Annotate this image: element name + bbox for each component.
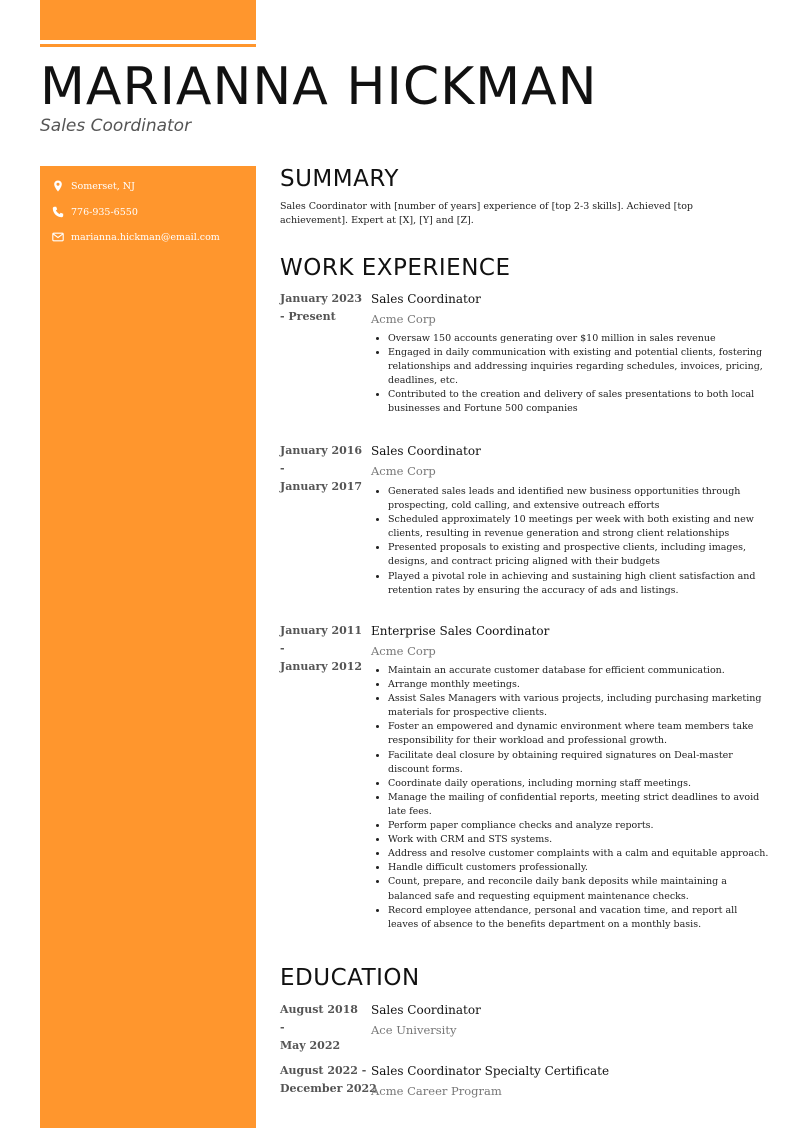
- list-item: • Generated sales leads and identified new business opportunities through prospecting, cold calling, and extensive outreach efforts: [388, 485, 770, 513]
- list-item: • Handle difficult customers professionally.: [388, 861, 770, 875]
- education-school: Acme Career Program: [371, 1084, 502, 1098]
- education-heading: EDUCATION: [280, 965, 420, 991]
- mail-icon: [52, 231, 64, 243]
- list-item: • Contributed to the creation and delivery of sales presentations to both local businesses and Fortune 500 companies: [388, 388, 770, 416]
- list-item: • Maintain an accurate customer database for efficient communication.: [388, 664, 770, 678]
- contact-location-text: Somerset, NJ: [71, 180, 135, 192]
- job-date-start: January 2023: [280, 292, 363, 305]
- job-date-end: January 2012: [280, 660, 363, 673]
- contact-phone-text: 776-935-6550: [71, 206, 138, 218]
- contact-location: [52, 177, 135, 195]
- list-item: • Manage the mailing of confidential reports, meeting strict deadlines to avoid late fees.: [388, 791, 770, 819]
- job-date-separator: -: [280, 462, 285, 475]
- list-item: • Presented proposals to existing and prospective clients, including images, designs, and contract pricing aligned with their budgets: [388, 541, 770, 569]
- location-pin-icon: [52, 180, 64, 192]
- list-item: • Address and resolve customer complaints with a calm and equitable approach.: [388, 847, 770, 861]
- job-role: Enterprise Sales Coordinator: [371, 624, 550, 638]
- education-degree: Sales Coordinator: [371, 1003, 481, 1017]
- job-role: Sales Coordinator: [371, 292, 481, 306]
- education-date-start: August 2022 -: [280, 1064, 367, 1077]
- education-date-end: December 2022: [280, 1082, 377, 1095]
- list-item: • Perform paper compliance checks and analyze reports.: [388, 819, 770, 833]
- education-date-end: May 2022: [280, 1039, 341, 1052]
- contact-email-text[interactable]: marianna.hickman@email.com: [71, 231, 220, 243]
- job-bullets: [371, 664, 770, 932]
- job-dates: [280, 442, 364, 496]
- list-item: • Facilitate deal closure by obtaining required signatures on Deal-master discount forms.: [388, 749, 770, 777]
- list-item: • Arrange monthly meetings.: [388, 678, 770, 692]
- list-item: • Played a pivotal role in achieving and sustaining high client satisfaction and retention rates by ensuring the accuracy of ads and listings.: [388, 570, 770, 598]
- job-date-end: - Present: [280, 310, 336, 323]
- education-dates: [280, 1062, 377, 1098]
- education-date-start: August 2018 -: [280, 1003, 358, 1034]
- job-company: Acme Corp: [371, 644, 436, 658]
- job-date-separator: -: [280, 642, 285, 655]
- contact-email[interactable]: [52, 228, 220, 246]
- list-item: • Oversaw 150 accounts generating over $10 million in sales revenue: [388, 332, 770, 346]
- list-item: • Assist Sales Managers with various projects, including purchasing marketing materials for prospective clients.: [388, 692, 770, 720]
- list-item: • Foster an empowered and dynamic environment where team members take responsibility for their workload and professional growth.: [388, 720, 770, 748]
- phone-icon: [52, 206, 64, 218]
- job-bullets: [371, 332, 770, 417]
- job-dates: [280, 290, 364, 326]
- job-dates: [280, 622, 364, 676]
- list-item: • Record employee attendance, personal and vacation time, and report all leaves of absence to the benefits department on a monthly basis.: [388, 904, 770, 932]
- education-degree: Sales Coordinator Specialty Certificate: [371, 1064, 610, 1078]
- job-company: Acme Corp: [371, 464, 436, 478]
- candidate-name: MARIANNA HICKMAN: [40, 57, 598, 117]
- job-date-start: January 2011: [280, 624, 363, 637]
- job-date-end: January 2017: [280, 480, 363, 493]
- candidate-title: Sales Coordinator: [40, 116, 192, 136]
- header-accent-line: [40, 44, 256, 47]
- job-company: Acme Corp: [371, 312, 436, 326]
- education-dates: [280, 1001, 364, 1055]
- job-bullets: [371, 485, 770, 598]
- work-experience-heading: WORK EXPERIENCE: [280, 255, 511, 281]
- list-item: • Coordinate daily operations, including morning staff meetings.: [388, 777, 770, 791]
- job-date-start: January 2016: [280, 444, 363, 457]
- list-item: • Engaged in daily communication with existing and potential clients, fostering relationships and addressing inquiries regarding schedules, invoices, pricing, deadlines, etc.: [388, 346, 770, 388]
- job-role: Sales Coordinator: [371, 444, 481, 458]
- list-item: • Scheduled approximately 10 meetings per week with both existing and new clients, resulting in revenue generation and strong client relationships: [388, 513, 770, 541]
- sidebar: [40, 166, 256, 1128]
- list-item: • Work with CRM and STS systems.: [388, 833, 770, 847]
- list-item: • Count, prepare, and reconcile daily bank deposits while maintaining a balanced safe and requesting equipment maintenance checks.: [388, 875, 770, 903]
- header-accent-bar: [40, 0, 256, 40]
- contact-phone: [52, 203, 138, 221]
- education-school: Ace University: [371, 1023, 457, 1037]
- summary-text: Sales Coordinator with [number of years] experience of [top 2-3 skills]. Achieved [top achievement]. Expert at [X], [Y] and [Z].: [280, 201, 693, 226]
- summary-heading: SUMMARY: [280, 166, 399, 192]
